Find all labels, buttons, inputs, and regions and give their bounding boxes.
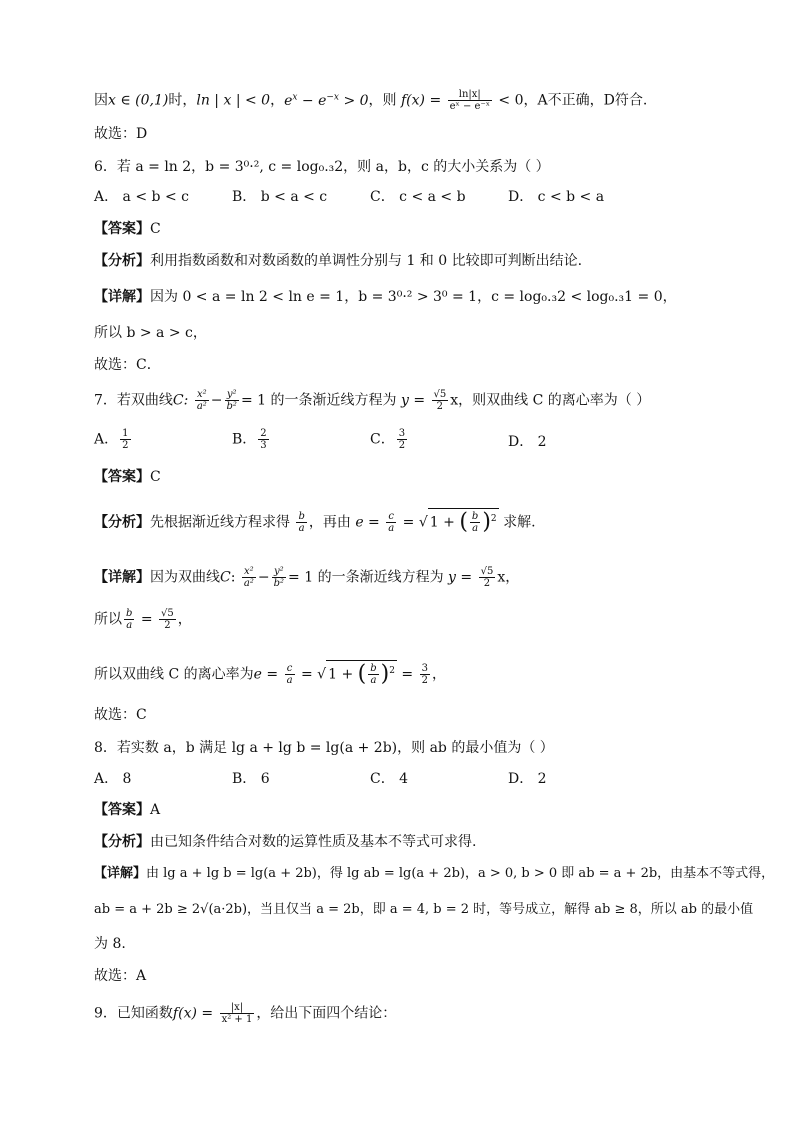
q8-option-a: A． 8	[94, 771, 132, 787]
q8-choose: 故选：A	[94, 968, 147, 984]
q8-detail-3: 为 8.	[94, 936, 126, 952]
q6-option-b: B． b < a < c	[232, 189, 328, 205]
q7-option-b: B． $\frac{2}{3}$	[232, 428, 267, 451]
question-8-stem: 8．若实数 a，b 满足 lg a + lg b = lg(a + 2b)，则 ab 的最小值为（ ）	[94, 740, 554, 756]
q7-option-d: D． 2	[508, 434, 547, 450]
choose-line-d: 故选：D	[94, 126, 148, 142]
question-9-stem: 9．已知函数f(x) = $\frac{|x|}{\text{x² + 1}}$ ，给出下面四个结论：	[94, 1002, 397, 1025]
question-7-stem: 7．若双曲线C: $\frac{\text{x²}}{\text{a²}}$ − $\frac{\text{y²}}{\text{b²}}$ = 1 的一条渐近线方程为 y = $\frac{√5}{2}$ x，则双曲线 C 的离心率为（ ）	[94, 389, 651, 412]
q8-option-b: B． 6	[232, 771, 270, 787]
q6-answer: 【答案】C	[94, 221, 161, 237]
q8-answer: 【答案】A	[94, 802, 161, 818]
q6-conclusion: 所以 b > a > c，	[94, 325, 207, 341]
q6-detail: 【详解】因为 0 < a = ln 2 < ln e = 1，b = 3⁰·² > 3⁰ = 1，c = log₀.₃2 < log₀.₃1 = 0，	[94, 289, 677, 305]
q7-option-c: C． $\frac{3}{2}$	[370, 428, 406, 451]
q8-option-c: C． 4	[370, 771, 409, 787]
q7-detail: 【详解】因为双曲线C: $\frac{\text{x²}}{\text{a²}}$ − $\frac{\text{y²}}{\text{b²}}$ = 1 的一条渐近线方程为 y = $\frac{√5}{2}$ x，	[94, 566, 520, 589]
q8-detail: 【详解】由 lg a + lg b = lg(a + 2b)，得 lg ab = lg(a + 2b)，a > 0, b > 0 即 ab = a + 2b，由基本不等式得，	[94, 866, 775, 881]
q7-analysis: 【分析】先根据渐近线方程求得 $\frac{b}{a}$ ，再由 e = $\frac{c}{a}$ = √ 1 + ( $\frac{b}{a}$ )$^2$ 求解.	[94, 509, 536, 535]
q6-choose: 故选：C．	[94, 357, 161, 373]
q6-option-d: D． c < b < a	[508, 189, 605, 205]
q7-ratio: 所以 $\frac{b}{a}$ = $\frac{√5}{2}$ ，	[94, 608, 192, 631]
solution-line-1: 因x ∈ (0,1)时，ln | x | < 0，$e^x - e^{-x} > 0$，则 f(x) = $\frac{\ln|x|}{\text{eˣ − e⁻ˣ}}$ < 0，A不正确，D符合.	[94, 89, 648, 113]
q6-option-a: A． a < b < c	[94, 189, 189, 205]
question-6-stem: 6．若 a = ln 2，b = 3⁰·², c = log₀.₃2，则 a，b，c 的大小关系为（ ）	[94, 159, 550, 175]
q6-option-c: C． c < a < b	[370, 189, 466, 205]
q7-eccentricity: 所以双曲线 C 的离心率为e = $\frac{c}{a}$ = √ 1 + ( $\frac{b}{a}$ )$^2$ = $\frac{3}{2}$ ，	[94, 661, 446, 687]
q7-answer: 【答案】C	[94, 469, 161, 485]
q7-option-a: A． $\frac{1}{2}$	[94, 428, 129, 451]
q8-detail-2: ab = a + 2b ≥ 2√(a·2b)，当且仅当 a = 2b，即 a = 4, b = 2 时，等号成立，解得 ab ≥ 8，所以 ab 的最小值	[94, 902, 754, 917]
q8-option-d: D． 2	[508, 771, 547, 787]
q8-analysis: 【分析】由已知条件结合对数的运算性质及基本不等式可求得.	[94, 834, 477, 850]
q6-analysis: 【分析】利用指数函数和对数函数的单调性分别与 1 和 0 比较即可判断出结论.	[94, 253, 583, 269]
q7-choose: 故选：C	[94, 707, 147, 723]
